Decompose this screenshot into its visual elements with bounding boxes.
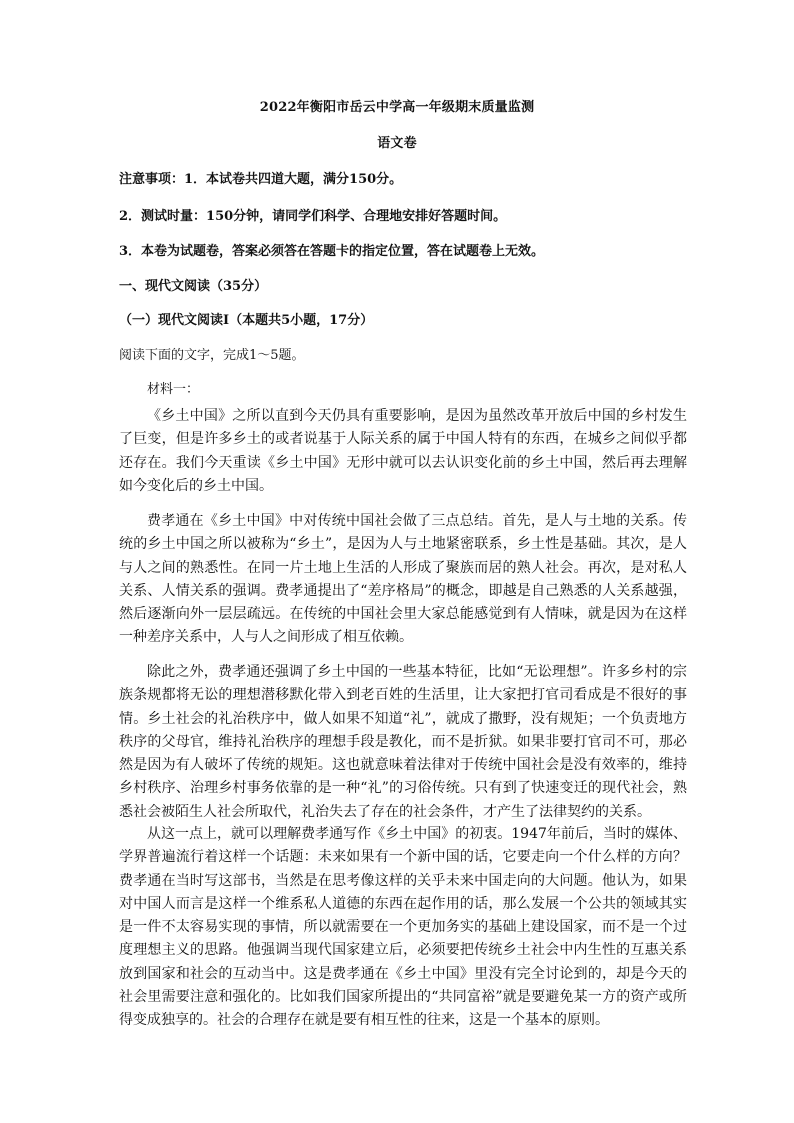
note-line-1: 注意事项：1．本试卷共四道大题，满分150分。 — [119, 172, 403, 187]
reading-instruction: 阅读下面的文字，完成1～5题。 — [119, 348, 305, 363]
exam-title: 2022年衡阳市岳云中学高一年级期末质量监测 — [259, 100, 535, 115]
paragraph-4: 从这一点上，就可以理解费孝通写作《乡土中国》的初衷。1947年前后，当时的媒体、学界普遍流行着这样一个话题：未来如果有一个新中国的话，它要走向一个什么样的方向？费孝通在当时写这部书，当然是在思考像这样的关乎未来中国走向的大问题。他认为，如果对中国人而言是这样一个维系私人道德的东西在起作用的话，那么发展一个公共的领域其实是一件不太容易实现的事情，所以就需要在一个更加务实的基础上建设国家，而不是一个过度理想主义的思路。他强调当现代国家建立后，必须要把传统乡土社会中内生性的互惠关系放到国家和社会的互动当中。这是费孝通在《乡土中国》里没有完全讨论到的，却是今天的社会里需要注意和强化的。比如我们国家所提出的“共同富裕”就是要避免某一方的资产或所得变成独享的。社会的合理存在就是要有相互性的往来，这是一个基本的原则。 — [119, 826, 687, 1029]
paragraph-2: 费孝通在《乡土中国》中对传统中国社会做了三点总结。首先，是人与土地的关系。传统的乡土中国之所以被称为“乡土”，是因为人与土地紧密联系，乡土性是基础。其次，是人与人之间的熟悉性。在同一片土地上生活的人形成了聚族而居的熟人社会。再次，是对私人关系、人情关系的强调。费孝通提出了“差序格局”的概念，即越是自己熟悉的人关系越强，然后逐渐向外一层层疏远。在传统的中国社会里大家总能感觉到有人情味，就是因为在这样一种差序关系中，人与人之间形成了相互依赖。 — [119, 513, 687, 646]
note-line-2: 2．测试时量：150分钟，请同学们科学、合理地安排好答题时间。 — [119, 209, 507, 224]
material-label: 材料一： — [147, 382, 200, 397]
exam-subtitle: 语文卷 — [377, 136, 417, 151]
section-heading: 一、现代文阅读（35分） — [119, 279, 268, 294]
paragraph-1: 《乡土中国》之所以直到今天仍具有重要影响，是因为虽然改革开放后中国的乡村发生了巨变，但是许多乡土的或者说基于人际关系的属于中国人特有的东西，在城乡之间似乎都还存在。我们今天重读《乡土中国》无形中就可以去认识变化前的乡土中国，然后再去理解如今变化后的乡土中国。 — [119, 408, 687, 494]
note-line-3: 3．本卷为试题卷，答案必须答在答题卡的指定位置，答在试题卷上无效。 — [119, 244, 545, 259]
section-subheading: （一）现代文阅读Ⅰ（本题共5小题，17分） — [119, 313, 374, 328]
paragraph-3: 除此之外，费孝通还强调了乡土中国的一些基本特征，比如“无讼理想”。许多乡村的宗族条规都将无讼的理想潜移默化带入到老百姓的生活里，让大家把打官司看成是不很好的事情。乡土社会的礼治秩序中，做人如果不知道“礼”，就成了撒野，没有规矩；一个负责地方秩序的父母官，维持礼治秩序的理想手段是教化，而不是折狱。如果非要打官司不可，那必然是因为有人破坏了传统的规矩。这也就意味着法律对于传统中国社会是没有效率的，维持乡村秩序、治理乡村事务依靠的是一种“礼”的习俗传统。只有到了快速变迁的现代社会，熟悉社会被陌生人社会所取代，礼治失去了存在的社会条件，才产生了法律契约的关系。 — [119, 664, 687, 820]
